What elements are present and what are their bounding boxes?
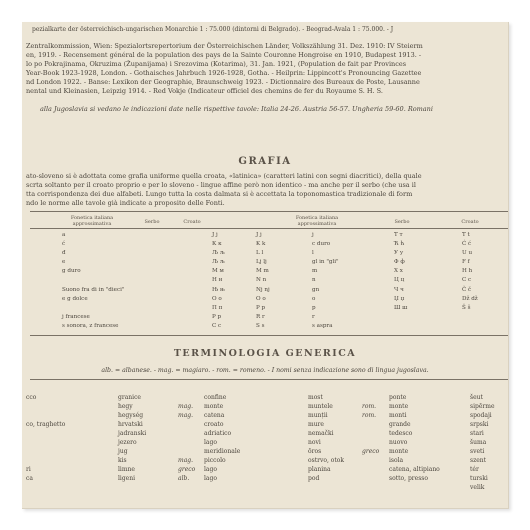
col-header-fonetica: Fonetica italiana approssimativa [70,215,114,227]
col-header-serbo: Serbo [144,219,160,225]
col-serbo-values: Ј ј К к Љ љ Љ љ М м Н н Њ њ О о П п Р р С с [212,232,225,329]
term-col-lang: rom. rom. greco [362,403,380,455]
term-col-partial: cco co, traghetto ri ca [26,394,66,482]
reference-line: alla Jugoslavia si vedano le indicazioni date nelle rispettive tavole: Italia 24-26. Austria 56-57. Ungheria 59-60. Romani [40,105,433,113]
term-col-words: šeut sipērme spodaji srpski stari šuma sveti szent tér turski velik [470,394,495,491]
term-col-meaning: confine monte catena croato adriatico lago meridionale piccolo lago lago [204,394,241,482]
table-top-rule [30,211,508,212]
term-col-lang: mag. mag. mag. greco alb. [178,403,196,482]
print-tile [22,22,509,509]
bibliography-line-7: nental und Kleinasien, Leipzig 1914. - Red Vokje (Indicateur officiel des chemins de fer du Royaume S. H. S. [26,87,383,95]
grafia-para-line: scrta soltanto per il croato proprio e per lo sloveno - lingue affine però non identico - ma anche per il serbo (che usa il [26,181,416,189]
terminologia-heading: TERMINOLOGIA GENERICA [173,348,357,359]
term-col-words: most muntele munții mure nemački novi ōros ostrvo, otok planina pod [308,394,345,482]
col-header-croato: Croato [461,219,479,225]
col-header-fonetica: Fonetica italiana approssimativa [295,215,339,227]
term-col-words: granice hegy hegység hrvatski jadranski jezero jug kis limne ligeni [118,394,147,482]
bibliography-line-5: Year-Book 1923-1928, London. - Gothaisches Jahrbuch 1926-1928, Gotha. - Heilprin: Lippincott's Pronouncing Gazettee [26,69,422,77]
grafia-para-line: ato-sloveno si è adottata come grafia uniforme quella croata, «latinica» (caratteri latini con segni diacritici), della quale [26,172,422,180]
table-bottom-rule [30,335,508,336]
terminologia-rule [30,379,508,380]
table-header-rule [30,228,508,229]
col-fonetica2-values: j c duro l gl in "gli" m n gn o p r s aspra [312,232,339,329]
bibliography-line-3: en, 1919. - Recensement général de la population des pays de la Sainte Couronne Hongroise en 1910, Budapest 1913. - [26,51,422,59]
bibliography-line-6: nd London 1922. - Banse: Lexikon der Geographie, Braunschweig 1923. - Dictionnaire des Bureaux de Poste, Lausanne [26,78,420,86]
terminologia-legend: alb. = albanese. - mag. = magiaro. - rom. = romeno. - I nomi senza indicazione sono di lingua jugoslava. [101,367,429,374]
col-header-serbo: Serbo [394,219,410,225]
col-serbo2-values: Т т Ћ ћ У у Ф ф Х х Ц ц Ч ч Џ џ Ш ш [394,232,408,311]
grafia-para-line: tta corrispondenza dei due alfabeti. Lungo tutta la costa dalmata si è accettata la toponomastica tradizionale di form [26,190,413,198]
term-col-meaning: ponte monte monti grande tedesco nuovo monte isola catena, altipiano sotto, presso [389,394,440,482]
col-croato2-values: T t Ć ć U u F f H h C c Č č Dž dž Š š [462,232,478,311]
col-header-croato: Croato [183,219,201,225]
col-fonetica-values: a ć đ e g duro Suono fra di in "dieci" e g dolce j francese s sonora, z francese [62,232,125,329]
col-croato-values: J j K k L l Lj lj M m N n Nj nj O o P p R r S s [256,232,270,329]
bibliography-line-1: pezialkarte der österreichisch-ungarischen Monarchie 1 : 75.000 (dintorni di Belgrado). - Beograd-Avala 1 : 75.000. - J [32,26,394,33]
bibliography-line-2: Zentralkommission, Wien: Spezialortsrepertorium der Österreichischen Länder, Volkszählung 31. Dez. 1910: IV Steierm [26,42,423,50]
bibliography-line-4: lo po Pokrajinama, Okruzima (Županijama) i Srezovima (Kotarima), 31. Jan. 1921, (Population de fait par Provinces [26,60,407,68]
grafia-heading: GRAFIA [238,156,292,167]
grafia-para-line: ndo le norme alle tavole già indicate a proposito delle Fonti. [26,199,225,207]
